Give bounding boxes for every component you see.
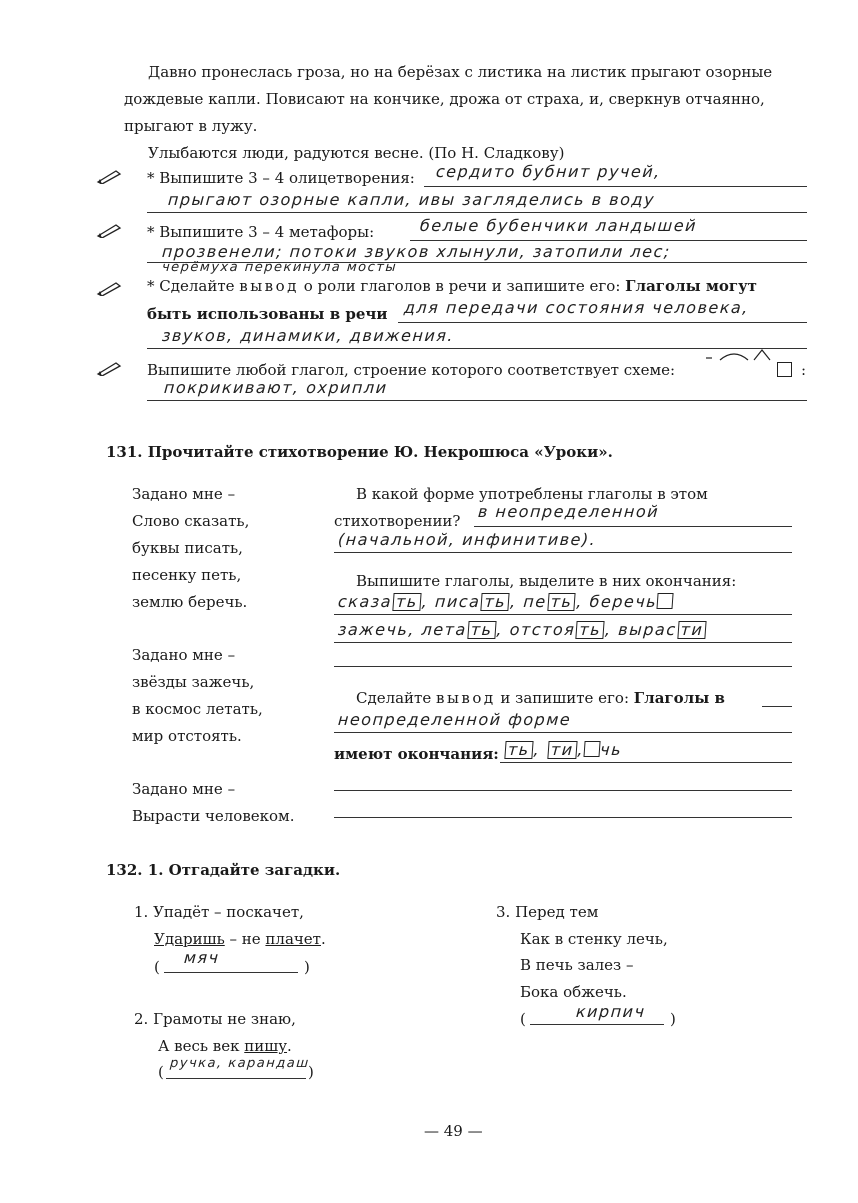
riddle-2-line-1: 2. Грамоты не знаю, bbox=[134, 1010, 296, 1028]
task4-answer: покрикивают, охрипли bbox=[163, 378, 389, 397]
q3-endings: ть , ти , чь bbox=[503, 740, 622, 759]
exercise-132-title: 132. 1. Отгадайте загадки. bbox=[106, 861, 341, 879]
answer-line bbox=[334, 817, 792, 818]
poem-line: Слово сказать, bbox=[132, 512, 250, 530]
answer-line bbox=[334, 642, 792, 643]
answer-line bbox=[334, 666, 792, 667]
answer-line bbox=[147, 212, 807, 213]
paren-open: ( bbox=[158, 1063, 164, 1081]
q1-line-1: В какой форме употреблены глаголы в этом bbox=[356, 485, 708, 503]
riddle-1-answer: мяч bbox=[183, 948, 221, 967]
poem-line: Задано мне – bbox=[132, 485, 236, 503]
pencil-icon bbox=[96, 222, 122, 238]
ending-box bbox=[584, 741, 601, 757]
ending-box: ть bbox=[576, 621, 605, 639]
riddle-3-line-1: 3. Перед тем bbox=[496, 903, 599, 921]
answer-line bbox=[334, 790, 792, 791]
riddle-3-line-3: В печь залез – bbox=[520, 956, 634, 974]
page-number: — 49 — bbox=[424, 1122, 483, 1140]
pencil-icon bbox=[96, 360, 122, 376]
task1-answer-2: прыгают озорные капли, ивы загляделись в воду bbox=[167, 190, 656, 209]
ending-box: ть bbox=[392, 593, 421, 611]
task3-answer-1: для передачи состояния человека, bbox=[403, 298, 750, 317]
ending-box: ть bbox=[547, 593, 576, 611]
poem-line: землю беречь. bbox=[132, 593, 248, 611]
paren-close: ) bbox=[304, 958, 310, 976]
text-line-4: Улыбаются люди, радуются весне. (По Н. Сладкову) bbox=[148, 144, 565, 162]
task2-answer-1: белые бубенчики ландышей bbox=[419, 216, 698, 235]
poem-line: звёзды зажечь, bbox=[132, 673, 255, 691]
answer-line bbox=[398, 322, 807, 323]
riddle-1-line-2: Ударишь – не плачет. bbox=[154, 930, 326, 948]
poem-line: мир отстоять. bbox=[132, 727, 242, 745]
poem-line: буквы писать, bbox=[132, 539, 243, 557]
poem-line: в космос летать, bbox=[132, 700, 263, 718]
q3-line: Сделайте вывод и запишите его: Глаголы в bbox=[356, 689, 725, 707]
spaced-word: вывод bbox=[239, 277, 299, 295]
ending-box: ть bbox=[504, 741, 533, 759]
answer-line bbox=[164, 972, 298, 973]
pencil-icon bbox=[96, 280, 122, 296]
riddle-1-line-1: 1. Упадёт – поскачет, bbox=[134, 903, 304, 921]
riddle-3-line-2: Как в стенку лечь, bbox=[520, 930, 668, 948]
q1-answer-2: (начальной, инфинитиве). bbox=[337, 530, 598, 549]
spaced-word: вывод bbox=[436, 689, 496, 707]
q3-answer: неопределенной форме bbox=[337, 710, 572, 729]
morpheme-scheme-icon bbox=[704, 346, 774, 378]
answer-line bbox=[334, 614, 792, 615]
text-line-2: дождевые капли. Повисают на кончике, дрожа от страха, и, сверкнув отчаянно, bbox=[124, 90, 765, 108]
verbs-row-1: сказа ть , писа ть , пе ть , беречь bbox=[337, 592, 674, 611]
task2-answer-2: прозвенели; потоки звуков хлынули, затопили лес; bbox=[161, 242, 672, 261]
task2-question: * Выпишите 3 – 4 метафоры: bbox=[147, 223, 375, 241]
task1-answer-1: сердито бубнит ручей, bbox=[435, 162, 662, 181]
answer-line bbox=[147, 400, 807, 401]
answer-line bbox=[166, 1078, 306, 1079]
ending-box: ти bbox=[677, 621, 707, 639]
poem-line: Задано мне – bbox=[132, 780, 236, 798]
answer-line bbox=[762, 706, 792, 707]
answer-line bbox=[334, 552, 792, 553]
verbs-row-2: зажечь, лета ть , отстоя ть , вырас ти bbox=[337, 620, 708, 639]
q2-line: Выпишите глаголы, выделите в них окончания: bbox=[356, 572, 737, 590]
task2-answer-3: черёмуха перекинула мосты bbox=[161, 260, 398, 275]
paren-close: ) bbox=[308, 1063, 314, 1081]
poem-line: песенку петь, bbox=[132, 566, 242, 584]
q1-answer-1: в неопределенной bbox=[477, 502, 660, 521]
answer-line bbox=[530, 1024, 664, 1025]
text-line-1: Давно пронеслась гроза, но на берёзах с листика на листик прыгают озорные bbox=[148, 63, 773, 81]
q1-line-2: стихотворении? bbox=[334, 512, 461, 530]
ending-box bbox=[657, 593, 674, 609]
poem-line: Вырасти человеком. bbox=[132, 807, 295, 825]
answer-line bbox=[474, 526, 792, 527]
answer-line bbox=[410, 240, 807, 241]
riddle-2-line-2: А весь век пишу. bbox=[158, 1037, 292, 1055]
riddle-2-answer: ручка, карандаш bbox=[169, 1056, 311, 1071]
paren-open: ( bbox=[154, 958, 160, 976]
text-line-3: прыгают в лужу. bbox=[124, 117, 258, 135]
riddle-3-answer: кирпич bbox=[575, 1002, 647, 1021]
pencil-icon bbox=[96, 168, 122, 184]
poem-line: Задано мне – bbox=[132, 646, 236, 664]
ending-box: ть bbox=[481, 593, 510, 611]
exercise-131-title: 131. Прочитайте стихотворение Ю. Некрошюса «Уроки». bbox=[106, 443, 613, 461]
scheme-colon: : bbox=[801, 361, 807, 379]
answer-line bbox=[424, 186, 807, 187]
q3-line-2: имеют окончания: bbox=[334, 745, 499, 763]
paren-close: ) bbox=[670, 1010, 676, 1028]
ending-box-icon bbox=[777, 362, 792, 377]
task3-question: * Сделайте вывод о роли глаголов в речи и запишите его: Глаголы могут bbox=[147, 277, 757, 295]
answer-line bbox=[334, 732, 792, 733]
ending-box: ть bbox=[467, 621, 496, 639]
ending-box: ти bbox=[547, 741, 577, 759]
task1-question: * Выпишите 3 – 4 олицетворения: bbox=[147, 169, 415, 187]
riddle-3-line-4: Бока обжечь. bbox=[520, 983, 627, 1001]
answer-line bbox=[500, 762, 792, 763]
task3-answer-2: звуков, динамики, движения. bbox=[161, 326, 455, 345]
paren-open: ( bbox=[520, 1010, 526, 1028]
task4-question: Выпишите любой глагол, строение которого соответствует схеме: bbox=[147, 361, 676, 379]
task3-question-2: быть использованы в речи bbox=[147, 305, 388, 323]
